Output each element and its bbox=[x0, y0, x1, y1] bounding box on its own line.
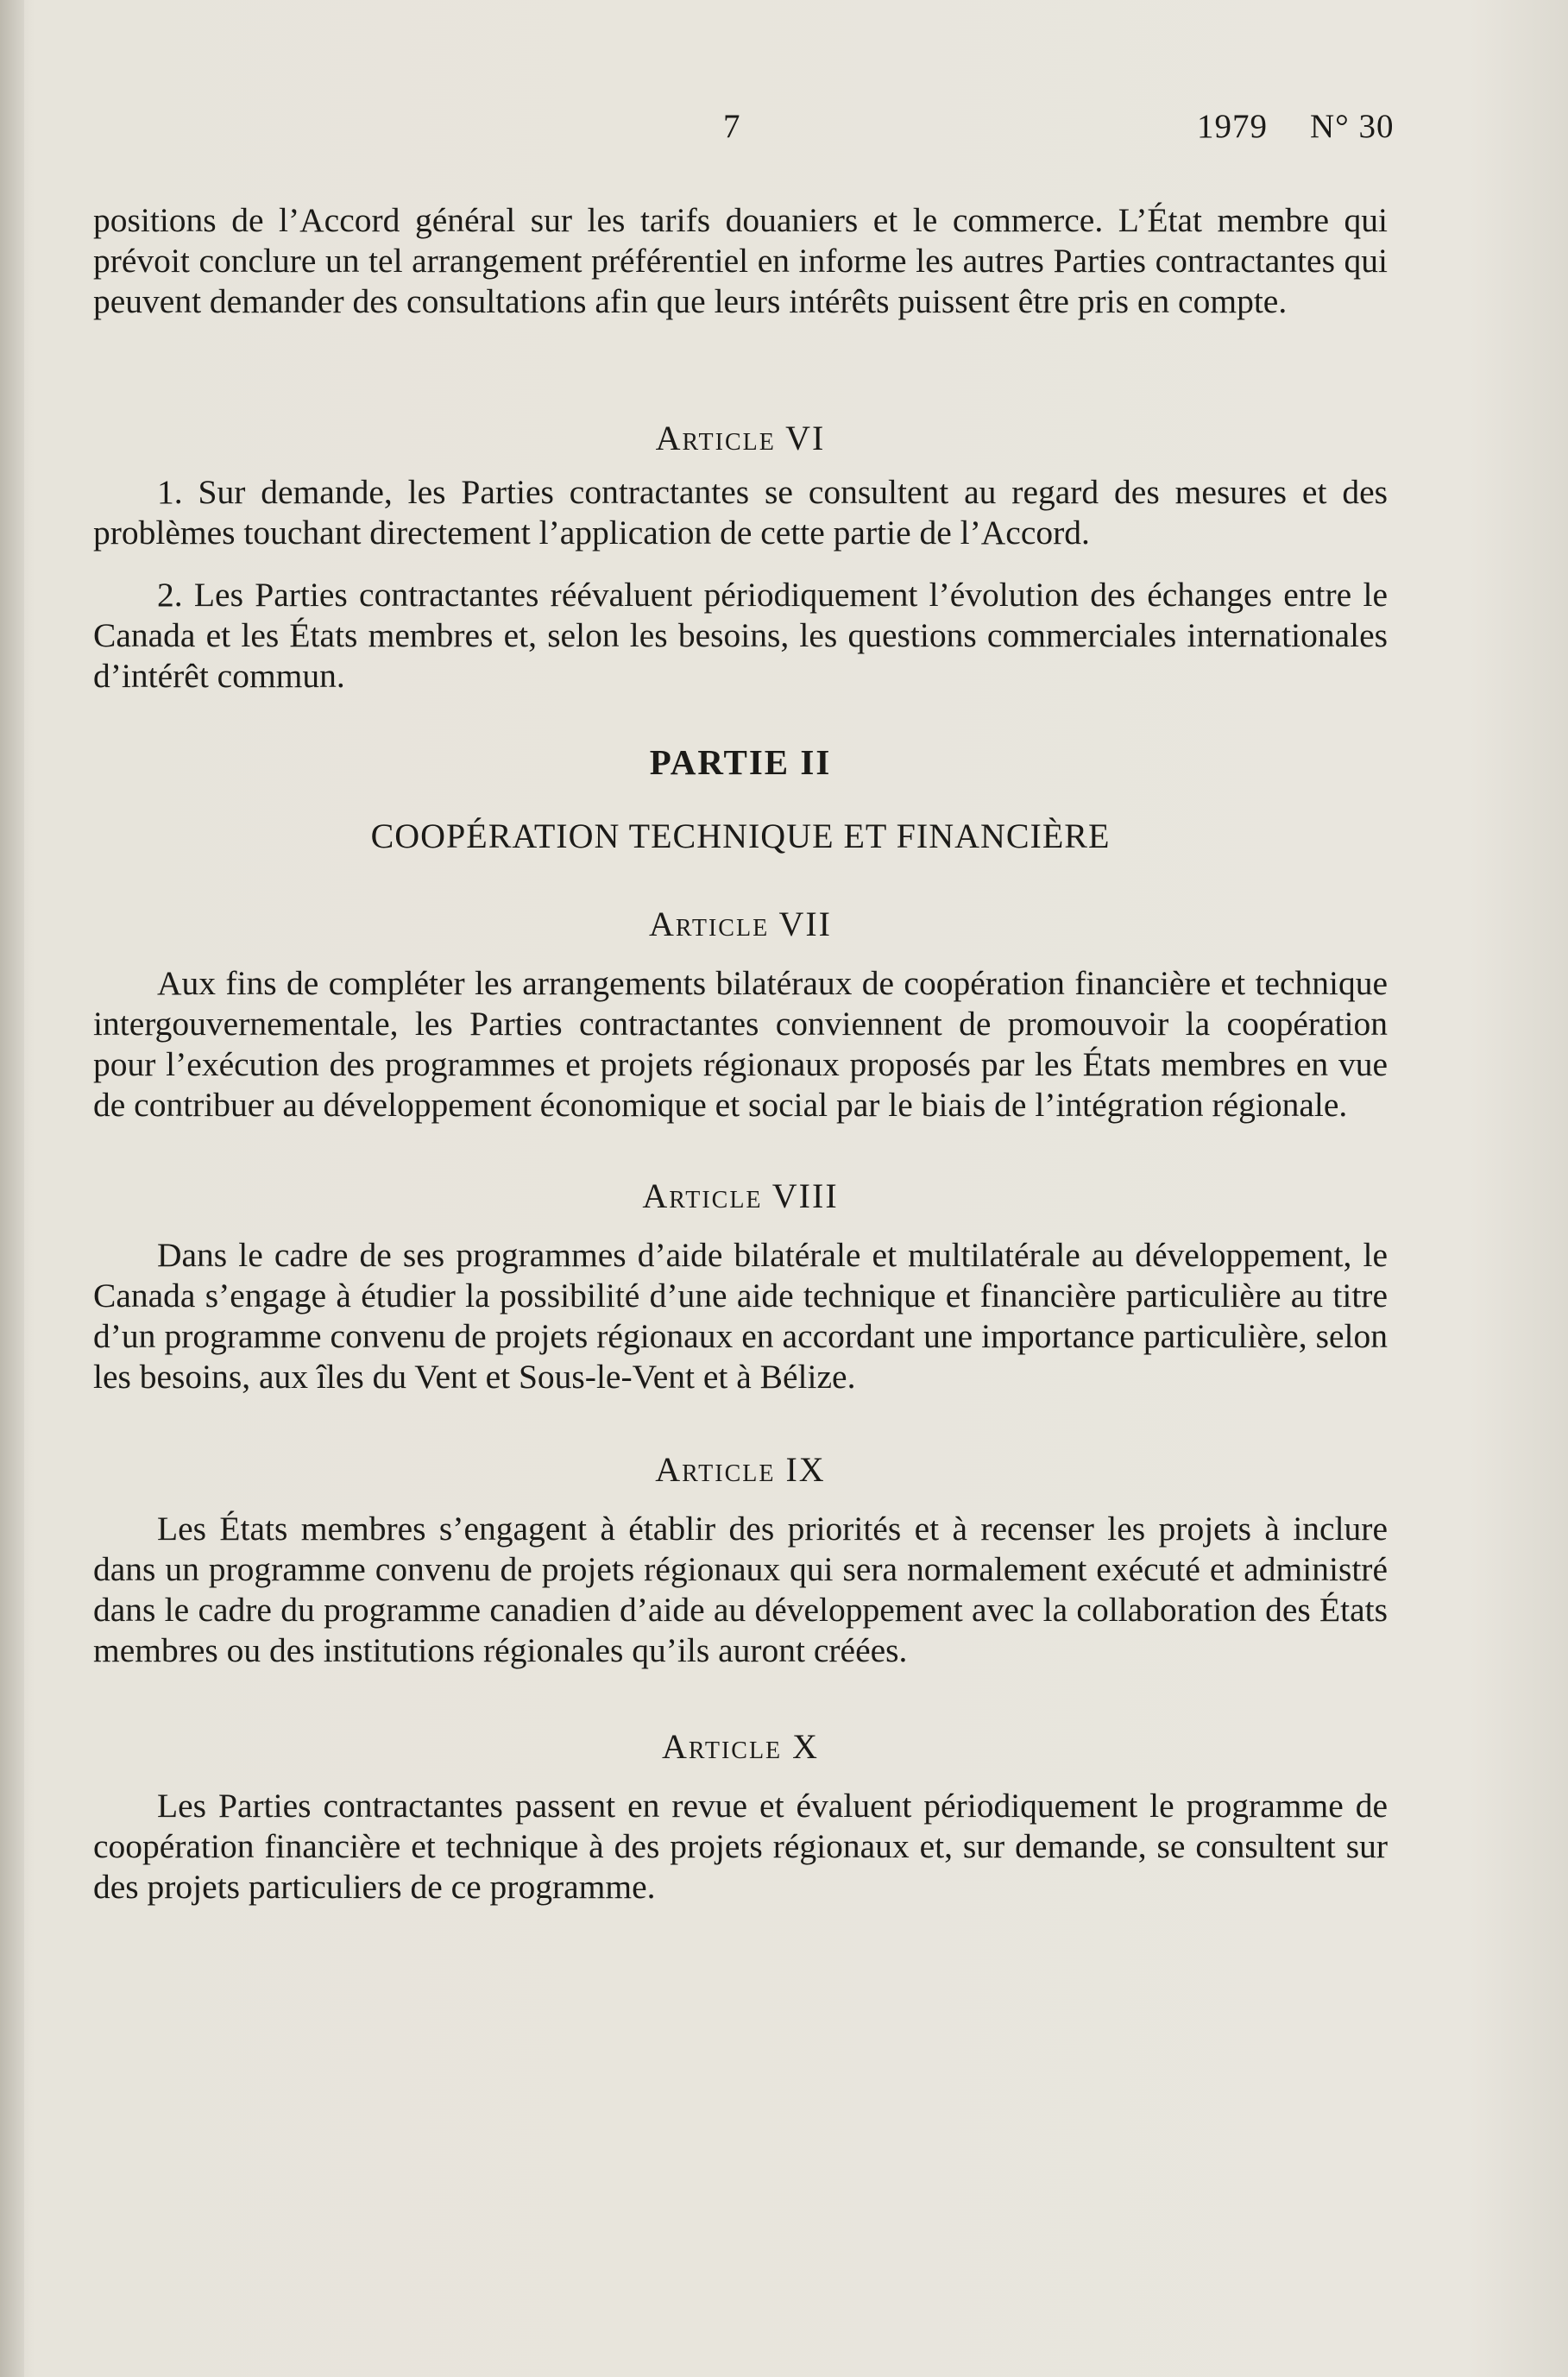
article-9-heading: Article IX bbox=[655, 1450, 826, 1489]
intro-paragraph: positions de l’Accord général sur les tarifs douaniers et le commerce. L’État membre qui prévoit conclure un tel arrangement préférentiel en informe les autres Parties contractantes qui peuvent demander des consultations afin que leurs intérêts puissent être pris en compte. bbox=[93, 201, 1388, 320]
page-binding-edge bbox=[0, 0, 24, 2377]
page-number: 7 bbox=[723, 108, 741, 145]
article-9-paragraph: Les États membres s’engagent à établir des priorités et à recenser les projets à inclure dans un programme convenu de projets régionaux qui sera normalement exécuté et administré dans le cadre du programme canadien d’aide au développement avec la collaboration des États membres ou des institutions régionales qu’ils auront créées. bbox=[93, 1510, 1388, 1669]
header-issue: N° 30 bbox=[1310, 108, 1395, 145]
article-8-heading: Article VIII bbox=[642, 1176, 839, 1215]
article-10-heading: Article X bbox=[661, 1727, 820, 1766]
article-6-paragraph-2: 2. Les Parties contractantes réévaluent périodiquement l’évolution des échanges entre le Canada et les États membres et, selon les besoins, les questions commerciales internationales d’intérêt commun. bbox=[93, 576, 1388, 695]
article-7-paragraph: Aux fins de compléter les arrangements bilatéraux de coopération financière et technique intergouvernementale, les Parties contractantes conviennent de promouvoir la coopération pour l’exécution des programmes et projets régionaux proposés par les États membres en vue de contribuer au développement économique et social par le biais de l’intégration régionale. bbox=[93, 964, 1388, 1124]
article-7-heading: Article VII bbox=[649, 905, 832, 943]
part-2-subtitle: COOPÉRATION TECHNIQUE ET FINANCIÈRE bbox=[370, 817, 1111, 855]
article-8-paragraph: Dans le cadre de ses programmes d’aide bilatérale et multilatérale au développement, le Canada s’engage à étudier la possibilité d’une aide technique et financière particulière au titre d’un programme convenu de projets régionaux en accordant une importance particulière, selon les besoins, aux îles du Vent et Sous-le-Vent et à Bélize. bbox=[93, 1236, 1388, 1396]
document-body bbox=[93, 200, 1388, 1907]
article-10-paragraph: Les Parties contractantes passent en revue et évaluent périodiquement le programme de coopération financière et technique à des projets régionaux et, sur demande, se consultent sur des projets particuliers de ce programme. bbox=[93, 1787, 1388, 1906]
header-year: 1979 bbox=[1197, 108, 1268, 145]
article-6-paragraph-1: 1. Sur demande, les Parties contractantes se consultent au regard des mesures et des problèmes touchant directement l’application de cette partie de l’Accord. bbox=[93, 473, 1388, 552]
article-6-heading: Article VI bbox=[655, 419, 826, 457]
part-2-heading: PARTIE II bbox=[649, 742, 832, 782]
